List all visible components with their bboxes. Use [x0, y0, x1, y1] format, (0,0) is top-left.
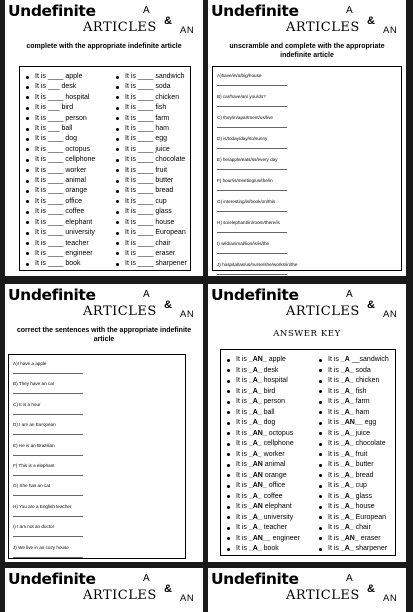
answer-column-right	[313, 355, 389, 555]
exercise-item: B) They have an car	[13, 381, 185, 401]
answer-noun: dog	[261, 419, 276, 426]
answer-noun: office	[266, 482, 286, 489]
answer-article: _A_	[340, 440, 354, 447]
header-title: Undefinite	[8, 286, 96, 304]
worksheet-page-unscramble	[208, 0, 406, 276]
answer-item	[313, 418, 389, 429]
answer-article: _AN	[248, 461, 263, 468]
answer-article: _A_	[248, 377, 262, 384]
answer-article: _A_	[340, 545, 354, 552]
answer-noun: farm	[353, 398, 370, 405]
answer-noun: university	[261, 513, 294, 521]
exercise-box	[212, 66, 402, 271]
answer-noun: chicken	[353, 377, 380, 384]
answer-prefix: It is	[236, 450, 249, 458]
answer-noun: fruit	[353, 450, 368, 458]
exercise-item: C) It is a hour	[13, 402, 185, 422]
exercise-item: It is ____ teacher	[20, 239, 110, 249]
exercise-item: D) I am an European	[13, 422, 185, 442]
header-a: A	[346, 573, 353, 584]
exercise-item: It is ____ elephant	[20, 218, 110, 228]
answer-article: _A_	[248, 524, 262, 531]
answer-item	[221, 450, 313, 461]
header-a: A	[143, 573, 150, 584]
exercise-item: H) so/elephant/in/room/there/is	[217, 220, 401, 241]
answer-prefix: It is	[328, 534, 341, 542]
answer-article: _A_	[340, 461, 354, 468]
exercise-item: It is ____ bread	[110, 186, 187, 196]
answer-item	[221, 439, 313, 450]
answer-noun: octopus	[266, 429, 294, 437]
answer-prefix: It is	[236, 377, 249, 384]
answer-item	[221, 492, 313, 503]
exercise-item: It is ____ fruit	[110, 166, 187, 176]
header-amp: &	[367, 299, 375, 311]
answer-article: _A_	[248, 545, 262, 552]
worksheet-page-answer-key	[208, 284, 406, 562]
header-title: Undefinite	[8, 570, 96, 588]
answer-prefix: It is	[236, 429, 249, 437]
exercise-item: F) This is a elephant	[13, 463, 185, 483]
answer-prefix: It is	[236, 503, 249, 510]
page-header	[5, 284, 203, 324]
answer-prefix: It is	[328, 366, 341, 374]
answer-column-left	[221, 355, 313, 555]
exercise-item: It is ___ desk	[20, 82, 110, 92]
answer-noun: __sandwich	[349, 356, 389, 363]
answer-item	[221, 460, 313, 471]
worksheet-page-partial	[5, 568, 203, 612]
answer-item	[313, 492, 389, 503]
worksheet-page-complete	[5, 0, 203, 276]
answer-item	[313, 502, 389, 513]
exercise-item: It is ____ chair	[110, 239, 187, 249]
answer-item	[221, 544, 313, 555]
answer-noun: chair	[353, 524, 371, 531]
answer-prefix: It is	[328, 450, 341, 458]
answer-item	[221, 376, 313, 387]
answer-article: _A_	[248, 419, 262, 426]
answer-prefix: It is	[328, 482, 341, 489]
exercise-item: E) He is an Brazilian	[13, 443, 185, 463]
exercise-column-right	[110, 72, 187, 270]
answer-noun: teacher	[261, 524, 287, 531]
header-a: A	[346, 5, 353, 16]
answer-item	[221, 418, 313, 429]
header-amp: &	[367, 15, 375, 27]
worksheet-page-correct	[5, 284, 203, 562]
answer-item	[313, 387, 389, 398]
exercise-item: It is ____ house	[110, 218, 187, 228]
exercise-item: It is ____ sharpener	[110, 259, 187, 269]
exercise-item: It is ____ European	[110, 228, 187, 238]
answer-article: _A_	[340, 450, 354, 458]
answer-article: _AN__	[340, 419, 363, 426]
answer-prefix: It is	[328, 524, 341, 531]
answer-noun: apple	[266, 356, 286, 363]
answer-noun: eraser	[358, 534, 381, 542]
answer-article: _A_	[248, 440, 262, 447]
exercise-item: It is ____ orange	[20, 186, 110, 196]
answer-item	[221, 429, 313, 440]
answer-article: _A_	[340, 408, 354, 416]
answer-item	[313, 460, 389, 471]
exercise-item: It is ____ university	[20, 228, 110, 238]
page-header	[5, 0, 203, 40]
answer-article: _AN__	[248, 534, 271, 542]
exercise-item: It is ____ farm	[110, 114, 187, 124]
answer-prefix: It is	[328, 545, 341, 552]
header-amp: &	[164, 299, 172, 311]
header-amp: &	[164, 15, 172, 27]
answer-prefix: It is	[236, 545, 249, 552]
answer-noun: bird	[261, 387, 276, 395]
answer-article: _A_	[248, 513, 262, 521]
answer-item	[313, 513, 389, 524]
exercise-item: It is ____ fish	[110, 103, 187, 113]
answer-noun: ball	[261, 408, 275, 416]
answer-prefix: It is	[328, 503, 341, 510]
header-a: A	[143, 289, 150, 300]
exercise-item: It is ____ chicken	[110, 93, 187, 103]
header-a: A	[143, 5, 150, 16]
answer-noun: chocolate	[353, 440, 386, 447]
exercise-item: It is ____ worker	[20, 166, 110, 176]
page-header	[208, 284, 406, 324]
answer-item	[313, 450, 389, 461]
exercise-item: A)have/in/a/big/house	[217, 73, 401, 94]
exercise-item: It is ____ hospital	[20, 93, 110, 103]
answer-item	[313, 366, 389, 377]
exercise-item: It is ____ octopus	[20, 145, 110, 155]
exercise-item: It is ____ egg	[110, 134, 187, 144]
header-an: AN	[383, 309, 398, 320]
answer-article: _AN_	[248, 429, 267, 437]
answer-prefix: It is	[236, 408, 249, 416]
instruction: correct the sentences with the appropriate indefinite article	[16, 327, 192, 343]
exercise-item: It is ____ engineer	[20, 249, 110, 259]
answer-prefix: It is	[328, 429, 341, 437]
exercise-item: C) they/in/apartment/us/live	[217, 115, 401, 136]
answer-item	[221, 481, 313, 492]
answer-item	[313, 408, 389, 419]
page-header	[208, 0, 406, 40]
exercise-item: It is ____ glass	[110, 207, 187, 217]
answer-noun: cellphone	[261, 440, 294, 447]
answer-article: _A_	[248, 492, 262, 500]
answer-article: _A_	[248, 387, 262, 395]
answer-prefix: It is	[236, 513, 249, 521]
answer-noun: house	[353, 503, 375, 510]
answer-item	[313, 376, 389, 387]
answer-item	[313, 544, 389, 555]
answer-item	[221, 534, 313, 545]
exercise-column-left	[20, 72, 110, 270]
exercise-item: It is ____ animal	[20, 176, 110, 186]
answer-prefix: It is	[328, 513, 341, 521]
answer-item	[313, 397, 389, 408]
exercise-item: B) car/have/an/ you/do?	[217, 94, 401, 115]
answer-item	[221, 408, 313, 419]
answer-item	[313, 429, 389, 440]
answer-item	[313, 355, 389, 366]
page-header	[5, 568, 203, 608]
answer-noun: animal	[262, 461, 286, 468]
header-a: A	[346, 289, 353, 300]
header-an: AN	[180, 593, 195, 604]
exercise-item: It is ___ bird	[20, 103, 110, 113]
answer-prefix: It is	[236, 492, 249, 500]
answer-prefix: It is	[236, 387, 249, 395]
answer-prefix: It is	[328, 387, 341, 395]
answer-noun: desk	[261, 366, 279, 374]
header-title: Undefinite	[211, 2, 299, 20]
exercise-item: It is ____ apple	[20, 72, 110, 82]
answer-noun: fish	[353, 387, 367, 395]
exercise-item: It is ____ eraser	[110, 249, 187, 259]
answer-article: _A_	[340, 503, 354, 510]
exercise-box	[8, 354, 186, 559]
header-an: AN	[180, 25, 195, 36]
exercise-item: J) We live in an cozy house	[13, 545, 185, 562]
exercise-list	[9, 355, 185, 562]
answer-prefix: It is	[236, 471, 249, 479]
answer-item	[313, 471, 389, 482]
instruction: unscramble and complete with the appropriate indefinite article	[229, 43, 385, 59]
header-amp: &	[164, 583, 172, 595]
header-title: Undefinite	[8, 2, 96, 20]
exercise-item: E) he/apple/eats/ss/every day	[217, 157, 401, 178]
answer-noun: juice	[353, 429, 371, 437]
answer-box	[220, 349, 396, 556]
answer-noun: coffee	[261, 492, 283, 500]
answer-noun: egg	[362, 419, 377, 426]
answer-item	[221, 387, 313, 398]
exercise-item: It is ____ cup	[110, 197, 187, 207]
exercise-item: F) hour/is/meeting/us/the/in	[217, 178, 401, 199]
header-subtitle: ARTICLES	[83, 304, 157, 319]
exercise-item: I) wild/animal/lion/is/is/the	[217, 241, 401, 262]
answer-item	[221, 523, 313, 534]
answer-item	[221, 366, 313, 377]
answer-noun: worker	[261, 450, 285, 458]
exercise-item: J) hospital/as/us/nurse/she/works/in/the	[217, 262, 401, 276]
answer-prefix: It is	[328, 408, 341, 416]
answer-item	[313, 481, 389, 492]
answer-article: _A_	[340, 429, 354, 437]
worksheet-page-partial	[208, 568, 406, 612]
exercise-item: It is ____ dog	[20, 134, 110, 144]
header-title: Undefinite	[211, 570, 299, 588]
answer-prefix: It is	[236, 482, 249, 489]
header-subtitle: ARTICLES	[83, 20, 157, 35]
answer-noun: butter	[353, 461, 374, 468]
answer-noun: bread	[353, 471, 374, 479]
answer-prefix: It is	[328, 377, 341, 384]
header-subtitle: ARTICLES	[286, 588, 360, 603]
header-an: AN	[383, 593, 398, 604]
answer-key-title: ANSWER KEY	[273, 329, 341, 339]
answer-article: _A_	[248, 398, 262, 405]
exercise-item: It is ____ sandwich	[110, 72, 187, 82]
answer-noun: glass	[353, 492, 372, 500]
header-subtitle: ARTICLES	[83, 588, 157, 603]
answer-prefix: It is	[328, 398, 341, 405]
answer-noun: European	[353, 513, 386, 521]
answer-article: _A	[340, 356, 350, 363]
exercise-item: It is ____ coffee	[20, 207, 110, 217]
header-title: Undefinite	[211, 286, 299, 304]
answer-article: _A_	[340, 513, 354, 521]
exercise-item: It is ____ butter	[110, 176, 187, 186]
answer-item	[313, 439, 389, 450]
answer-prefix: It is	[236, 419, 249, 426]
answer-noun: soda	[353, 366, 371, 374]
answer-prefix: It is	[328, 471, 341, 479]
answer-prefix: It is	[236, 461, 249, 468]
answer-article: _A_	[340, 398, 354, 405]
answer-prefix: It is	[328, 492, 341, 500]
answer-article: _AN	[248, 471, 263, 479]
answer-item	[313, 534, 389, 545]
answer-article: _A_	[248, 408, 262, 416]
answer-item	[221, 355, 313, 366]
exercise-item: It is ____ ham	[110, 124, 187, 134]
exercise-item: I) I am not an doctor	[13, 524, 185, 544]
answer-article: _A_	[340, 482, 354, 489]
exercise-item: It is ____ soda	[110, 82, 187, 92]
answer-noun: ham	[353, 408, 370, 416]
answer-prefix: It is	[328, 419, 341, 426]
exercise-item: It is ____ chocolate	[110, 155, 187, 165]
answer-article: _AN_	[340, 534, 359, 542]
exercise-item: It is ____ office	[20, 197, 110, 207]
exercise-box	[19, 66, 191, 271]
answer-prefix: It is	[236, 534, 249, 542]
answer-article: _A_	[340, 524, 354, 531]
exercise-item: G) interesting/is/book/on/this	[217, 199, 401, 220]
answer-noun: hospital	[261, 377, 288, 384]
answer-article: _A_	[248, 450, 262, 458]
answer-item	[221, 397, 313, 408]
header-subtitle: ARTICLES	[286, 20, 360, 35]
answer-noun: cup	[353, 482, 367, 489]
answer-prefix: It is	[328, 461, 341, 468]
answer-article: _A_	[340, 387, 354, 395]
header-an: AN	[180, 309, 195, 320]
exercise-item: D) is/today/day/so/sunny	[217, 136, 401, 157]
answer-article: _A_	[340, 492, 354, 500]
answer-article: _A_	[340, 366, 354, 374]
answer-prefix: It is	[328, 356, 341, 363]
header-subtitle: ARTICLES	[286, 304, 360, 319]
exercise-item: It is ____ book	[20, 259, 110, 269]
answer-item	[221, 502, 313, 513]
answer-noun: elephant	[262, 503, 292, 510]
exercise-list	[213, 67, 401, 276]
answer-prefix: It is	[328, 440, 341, 447]
answer-prefix: It is	[236, 398, 249, 405]
exercise-item: It is ____ person	[20, 114, 110, 124]
answer-item	[221, 471, 313, 482]
answer-article: _A_	[340, 471, 354, 479]
header-amp: &	[367, 583, 375, 595]
answer-noun: sharpener	[353, 545, 388, 552]
answer-prefix: It is	[236, 440, 249, 447]
answer-noun: orange	[262, 471, 287, 479]
exercise-item: It is ____ juice	[110, 145, 187, 155]
answer-noun: book	[261, 545, 279, 552]
exercise-item: A)I have a apple	[13, 361, 185, 381]
instruction: complete with the appropriate indefinite article	[26, 43, 182, 50]
answer-article: _AN_	[248, 356, 267, 363]
exercise-item: G) She has an cat	[13, 483, 185, 503]
answer-item	[313, 523, 389, 534]
answer-item	[221, 513, 313, 524]
exercise-item: H) You are a English teacher	[13, 504, 185, 524]
answer-article: _A_	[248, 366, 262, 374]
exercise-item: It is ____ cellphone	[20, 155, 110, 165]
answer-article: _AN_	[248, 482, 267, 489]
answer-article: _AN	[248, 503, 263, 510]
answer-prefix: It is	[236, 356, 249, 363]
header-an: AN	[383, 25, 398, 36]
answer-prefix: It is	[236, 524, 249, 531]
page-header	[208, 568, 406, 608]
exercise-item: It is ___ ball	[20, 124, 110, 134]
answer-noun: engineer	[270, 534, 300, 542]
answer-article: _A_	[340, 377, 354, 384]
answer-prefix: It is	[236, 366, 249, 374]
answer-noun: person	[261, 398, 286, 405]
